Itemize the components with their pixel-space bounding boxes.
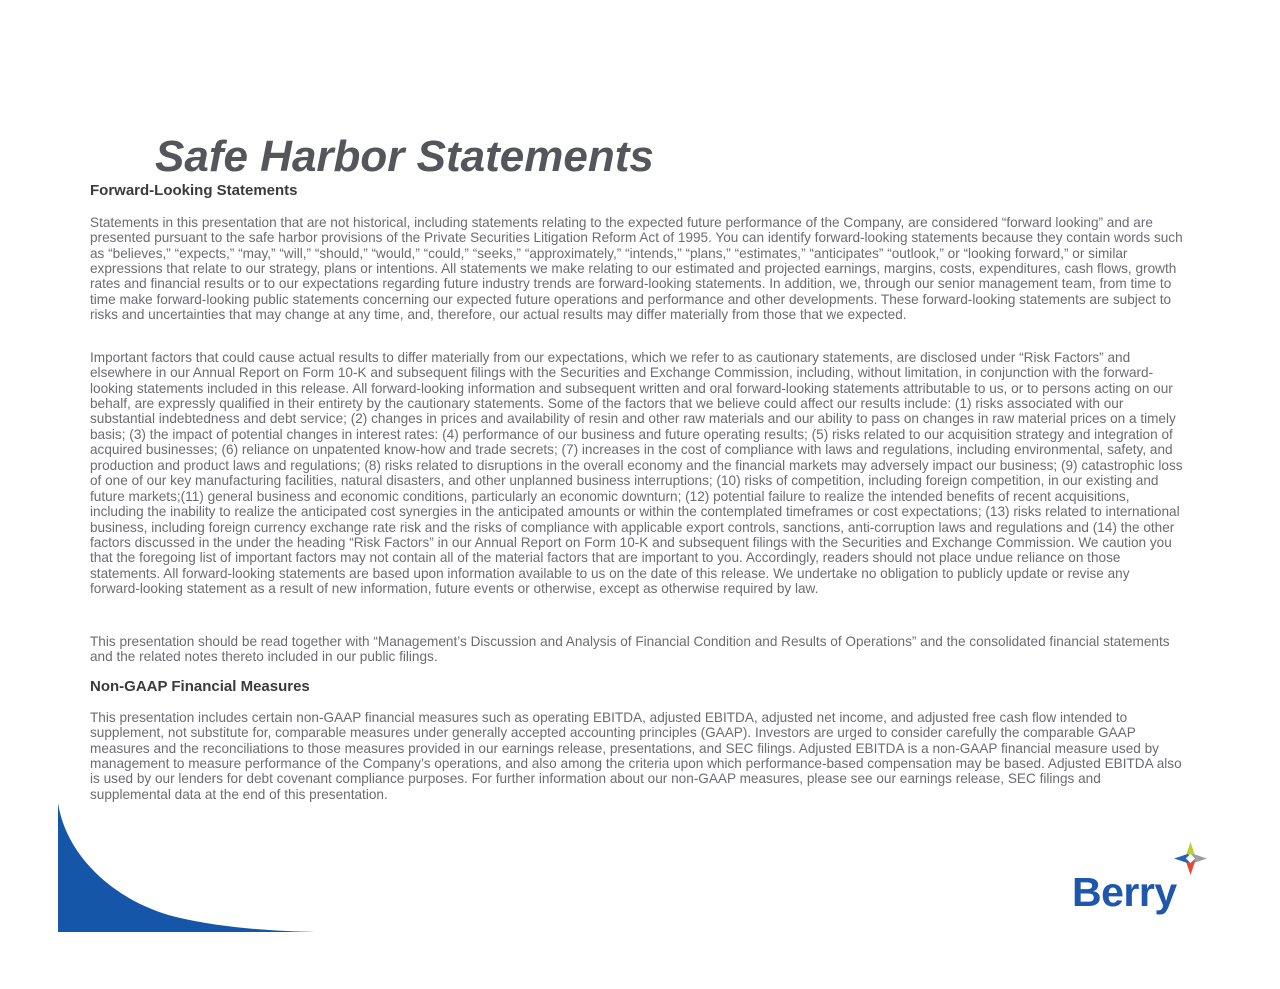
forward-looking-paragraph-2: Important factors that could cause actual results to differ materially from our expectations, which we refer to as cautionary statements, are disclosed under “Risk Factors” and elsewhere in our Annual Report on Form 10-K and subsequent filings with the Securities and Exchange Commission, including, without limitation, in conjunction with the forward-looking statements included in this release. All forward-looking information and subsequent written and oral forward-looking statements attributable to us, or to persons acting on our behalf, are expressly qualified in their entirety by the cautionary statements. Some of the factors that we believe could affect our results include: (1) risks associated with our substantial indebtedness and debt service; (2) changes in prices and availability of resin and other raw materials and our ability to pass on changes in raw material prices on a timely basis; (3) the impact of potential changes in interest rates: (4) performance of our business and future operating results; (5) risks related to our acquisition strategy and integration of acquired businesses; (6) reliance on unpatented know-how and trade secrets; (7) increases in the cost of compliance with laws and regulations, including environmental, safety, and production and product laws and regulations; (8) risks related to disruptions in the overall economy and the financial markets may adversely impact our business; (9) catastrophic loss of one of our key manufacturing facilities, natural disasters, and other unplanned business interruptions; (10) risks of competition, including foreign competition, in our existing and future markets;(11) general business and economic conditions, particularly an economic downturn; (12) potential failure to realize the intended benefits of recent acquisitions, including the inability to realize the anticipated cost synergies in the anticipated amounts or within the contemplated timeframes or cost expectations; (13) risks related to international business, including foreign currency exchange rate risk and the risks of compliance with applicable export controls, sanctions, anti-corruption laws and regulations and (14) the other factors discussed in the under the heading “Risk Factors” in our Annual Report on Form 10-K and subsequent filings with the Securities and Exchange Commission. We caution you that the foregoing list of important factors may not contain all of the material factors that are important to you. Accordingly, readers should not place undue reliance on those statements. All forward-looking statements are based upon information available to us on the date of this release. We undertake no obligation to publicly update or revise any forward-looking statement as a result of new information, future events or otherwise, except as otherwise required by law. [90, 349, 1183, 597]
non-gaap-measures-heading: Non-GAAP Financial Measures [90, 678, 310, 696]
berry-logo [1072, 838, 1212, 923]
blue-wedge-shape [58, 803, 315, 932]
forward-looking-paragraph-3: This presentation should be read together with “Management’s Discussion and Analysis of Financial Condition and Results of Operations” and the consolidated financial statements and the related notes thereto included in our public filings. [90, 633, 1170, 665]
blue-wedge-decoration [58, 803, 315, 932]
non-gaap-paragraph: This presentation includes certain non-GAAP financial measures such as operating EBITDA, adjusted EBITDA, adjusted net income, and adjusted free cash flow intended to supplement, not substitute for, comparable measures under generally accepted accounting principles (GAAP). Investors are urged to consider carefully the comparable GAAP measures and the reconciliations to those measures provided in our earnings release, presentations, and SEC filings. Adjusted EBITDA is a non-GAAP financial measure used by management to measure performance of the Company’s operations, and also among the criteria upon which performance-based compensation may be based. Adjusted EBITDA also is used by our lenders for debt covenant compliance purposes. For further information about our non-GAAP measures, please see our earnings release, SEC filings and supplemental data at the end of this presentation. [90, 709, 1182, 802]
page-title: Safe Harbor Statements [155, 132, 654, 182]
berry-wordmark: Berry [1072, 869, 1177, 915]
berry-star-icon [1174, 842, 1207, 875]
forward-looking-paragraph-1: Statements in this presentation that are not historical, including statements relating to the expected future performance of the Company, are considered “forward looking” and are presented pursuant to the safe harbor provisions of the Private Securities Litigation Reform Act of 1995. You can identify forward-looking statements because they contain words such as “believes,” “expects,” “may,” “will,” “should,” “would,” “could,” “seeks,” “approximately,” “intends,” “plans,” “estimates,” “anticipates” “outlook,” or “looking forward,” or similar expressions that relate to our strategy, plans or intentions. All statements we make relating to our estimated and projected earnings, margins, costs, expenditures, cash flows, growth rates and financial results or to our expectations regarding future industry trends are forward-looking statements. In addition, we, through our senior management team, from time to time make forward-looking public statements concerning our expected future operations and performance and other developments. These forward-looking statements are subject to risks and uncertainties that may change at any time, and, therefore, our actual results may differ materially from those that we expected. [90, 214, 1183, 323]
forward-looking-statements-heading: Forward-Looking Statements [90, 182, 298, 200]
